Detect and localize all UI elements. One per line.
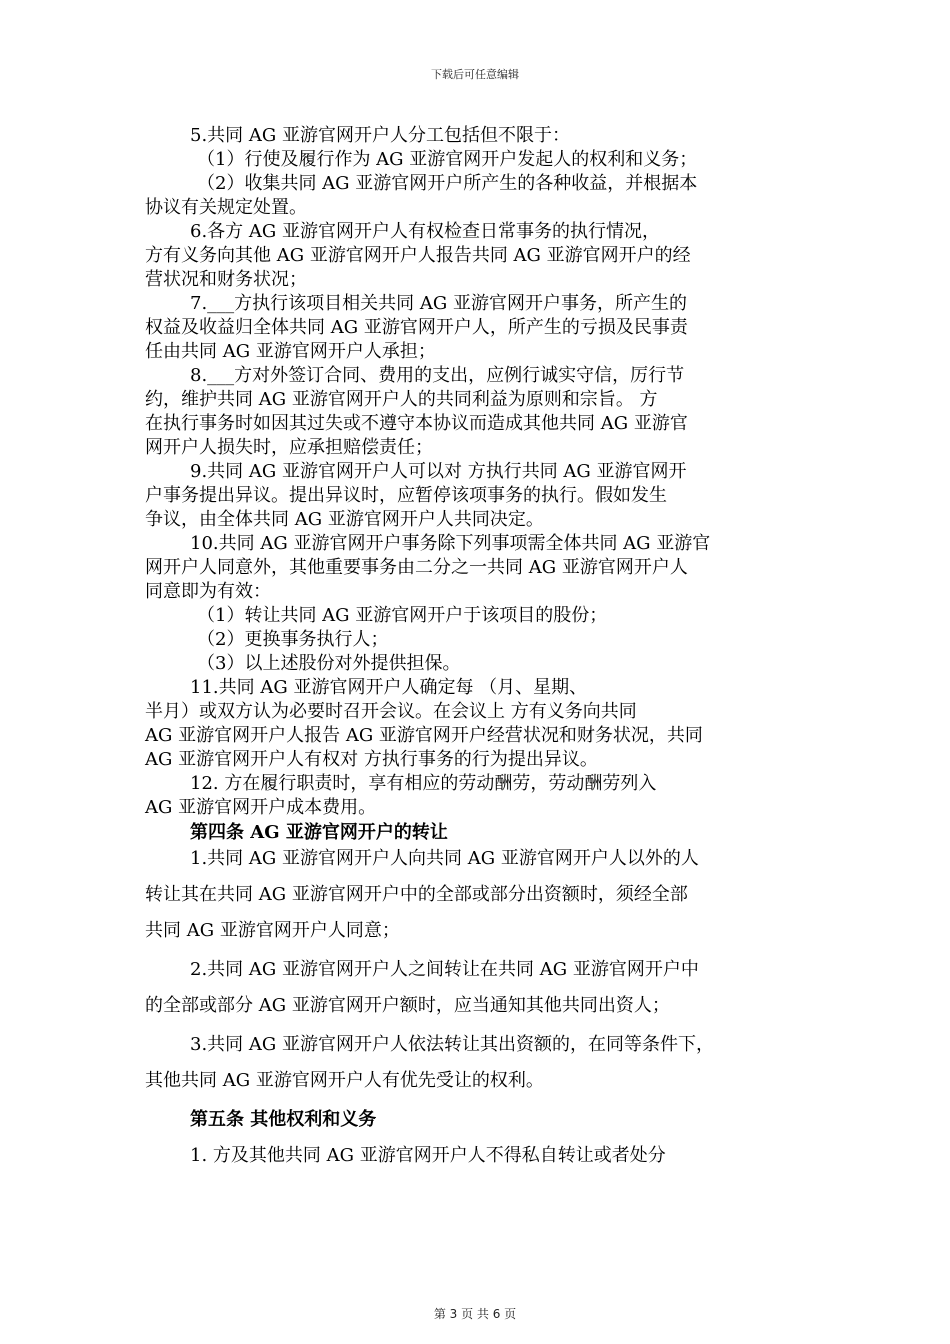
paragraph-line: （1）行使及履行作为 AG 亚游官网开户发起人的权利和义务； bbox=[197, 149, 698, 170]
paragraph-line: （1）转让共同 AG 亚游官网开户于该项目的股份； bbox=[197, 605, 608, 626]
paragraph-line: 同意即为有效： bbox=[145, 581, 271, 602]
paragraph-line: 5.共同 AG 亚游官网开户人分工包括但不限于： bbox=[190, 125, 570, 146]
paragraph-line: 网开户人同意外，其他重要事务由二分之一共同 AG 亚游官网开户人 bbox=[145, 557, 688, 578]
paragraph-line: 其他共同 AG 亚游官网开户人有优先受让的权利。 bbox=[145, 1070, 544, 1091]
paragraph-line: 户事务提出异议。提出异议时，应暂停该项事务的执行。假如发生 bbox=[145, 485, 667, 506]
paragraph-line: 约，维护共同 AG 亚游官网开户人的共同利益为原则和宗旨。 方 bbox=[145, 389, 658, 410]
section-heading: 第四条 AG 亚游官网开户的转让 bbox=[190, 822, 448, 843]
page-header: 下载后可任意编辑 bbox=[431, 68, 519, 81]
paragraph-line: 网开户人损失时，应承担赔偿责任； bbox=[145, 437, 433, 458]
paragraph-line: 任由共同 AG 亚游官网开户人承担； bbox=[145, 341, 436, 362]
paragraph-line: （2）更换事务执行人； bbox=[197, 629, 389, 650]
paragraph-line: 半月）或双方认为必要时召开会议。在会议上 方有义务向共同 bbox=[145, 701, 637, 722]
paragraph-line: 7.___方执行该项目相关共同 AG 亚游官网开户事务，所产生的 bbox=[190, 293, 687, 314]
paragraph-line: 营状况和财务状况； bbox=[145, 269, 307, 290]
paragraph-line: 协议有关规定处置。 bbox=[145, 197, 307, 218]
paragraph-line: 转让其在共同 AG 亚游官网开户中的全部或部分出资额时，须经全部 bbox=[145, 884, 688, 905]
paragraph-line: 10.共同 AG 亚游官网开户事务除下列事项需全体共同 AG 亚游官 bbox=[190, 533, 711, 554]
paragraph-line: 权益及收益归全体共同 AG 亚游官网开户人，所产生的亏损及民事责 bbox=[145, 317, 688, 338]
paragraph-line: AG 亚游官网开户人报告 AG 亚游官网开户经营状况和财务状况，共同 bbox=[145, 725, 703, 746]
paragraph-line: 9.共同 AG 亚游官网开户人可以对 方执行共同 AG 亚游官网开 bbox=[190, 461, 687, 482]
paragraph-line: 3.共同 AG 亚游官网开户人依法转让其出资额的，在同等条件下， bbox=[190, 1034, 714, 1055]
paragraph-line: AG 亚游官网开户人有权对 方执行事务的行为提出异议。 bbox=[145, 749, 598, 770]
paragraph-line: 的全部或部分 AG 亚游官网开户额时，应当通知其他共同出资人； bbox=[145, 995, 670, 1016]
paragraph-line: 8.___方对外签订合同、费用的支出，应例行诚实守信，厉行节 bbox=[190, 365, 685, 386]
paragraph-line: 12. 方在履行职责时，享有相应的劳动酬劳，劳动酬劳列入 bbox=[190, 773, 657, 794]
paragraph-line: 11.共同 AG 亚游官网开户人确定每 （月、星期、 bbox=[190, 677, 588, 698]
paragraph-line: 6.各方 AG 亚游官网开户人有权检查日常事务的执行情况， bbox=[190, 221, 660, 242]
paragraph-line: （2）收集共同 AG 亚游官网开户所产生的各种收益，并根据本 bbox=[197, 173, 698, 194]
paragraph-line: 1. 方及其他共同 AG 亚游官网开户人不得私自转让或者处分 bbox=[190, 1145, 666, 1166]
paragraph-line: 2.共同 AG 亚游官网开户人之间转让在共同 AG 亚游官网开户中 bbox=[190, 959, 699, 980]
paragraph-line: 方有义务向其他 AG 亚游官网开户人报告共同 AG 亚游官网开户的经 bbox=[145, 245, 691, 266]
paragraph-line: 共同 AG 亚游官网开户人同意； bbox=[145, 920, 400, 941]
section-heading: 第五条 其他权利和义务 bbox=[190, 1109, 377, 1130]
paragraph-line: 1.共同 AG 亚游官网开户人向共同 AG 亚游官网开户人以外的人 bbox=[190, 848, 699, 869]
page-footer: 第 3 页 共 6 页 bbox=[433, 1307, 517, 1321]
paragraph-line: 争议，由全体共同 AG 亚游官网开户人共同决定。 bbox=[145, 509, 544, 530]
paragraph-line: （3）以上述股份对外提供担保。 bbox=[197, 653, 461, 674]
paragraph-line: 在执行事务时如因其过失或不遵守本协议而造成其他共同 AG 亚游官 bbox=[145, 413, 688, 434]
paragraph-line: AG 亚游官网开户成本费用。 bbox=[145, 797, 377, 818]
